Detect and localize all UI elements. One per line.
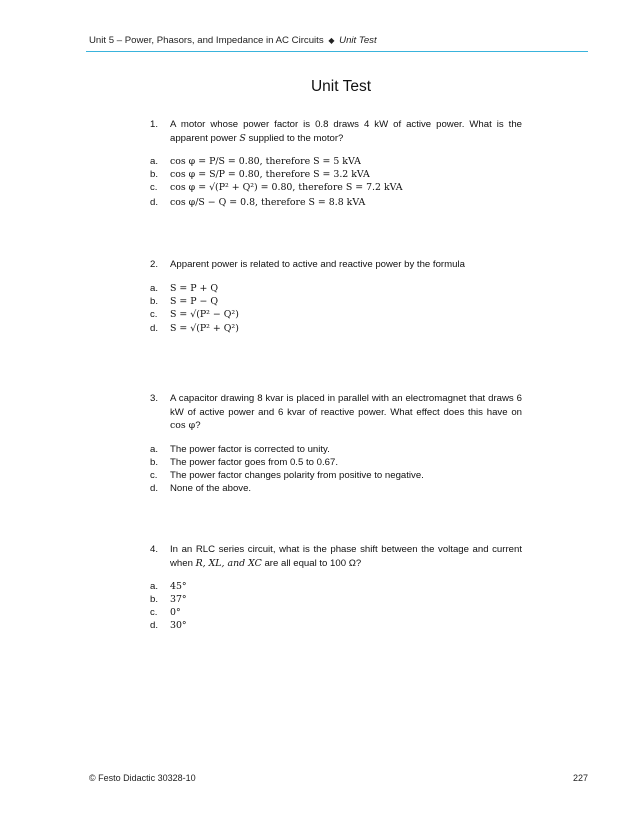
question-2 — [150, 258, 522, 335]
option-list — [150, 282, 522, 336]
option: b. The power factor goes from 0.5 to 0.67. — [150, 456, 338, 468]
option: b. cos φ = S/P = 0.80, therefore S = 3.2 kVA — [150, 169, 370, 180]
header-section: Unit Test — [339, 35, 377, 46]
question-number: 1. — [150, 119, 159, 130]
question-1 — [150, 118, 522, 209]
option: d. 30° — [150, 620, 187, 631]
question-number: 4. — [150, 544, 159, 555]
option-list — [150, 443, 522, 495]
question-stem: A motor whose power factor is 0.8 draws 4 kW of active power. What is the apparent power S supplied to the motor? — [170, 119, 522, 144]
question-stem: A capacitor drawing 8 kvar is placed in parallel with an electromagnet that draws 6 kW of active power and 6 kvar of reactive power. What effect does this have on cos φ? — [170, 393, 522, 431]
running-header — [89, 35, 589, 46]
question-stem: In an RLC series circuit, what is the phase shift between the voltage and current when R, XL, and XC are all equal to 100 Ω? — [170, 544, 522, 569]
question-3 — [150, 392, 522, 495]
page-number: 227 — [572, 773, 588, 783]
option: a. 45° — [150, 581, 187, 592]
question-number: 3. — [150, 393, 159, 404]
option: a. S = P + Q — [150, 282, 219, 294]
question-4 — [150, 543, 522, 632]
option: d. None of the above. — [150, 482, 252, 494]
option: b. 37° — [150, 594, 187, 605]
option: a. The power factor is corrected to unity. — [150, 443, 330, 455]
question-stem: Apparent power is related to active and reactive power by the formula — [170, 259, 465, 270]
header-diamond: ◆ — [328, 36, 335, 45]
option: c. cos φ = √(P² + Q²) = 0.80, therefore S = 7.2 kVA — [150, 182, 403, 193]
option: d. cos φ/S − Q = 0.8, therefore S = 8.8 kVA — [150, 196, 366, 208]
question-number: 2. — [150, 259, 159, 270]
footer-copyright: © Festo Didactic 30328-10 — [89, 773, 196, 783]
header-unit-title: Unit 5 – Power, Phasors, and Impedance in AC Circuits — [89, 35, 324, 46]
option-list — [150, 155, 522, 209]
page-title: Unit Test — [310, 78, 372, 95]
option: c. S = √(P² − Q²) — [150, 308, 239, 320]
option: b. S = P − Q — [150, 295, 219, 307]
option: c. 0° — [150, 607, 181, 618]
option-list — [150, 580, 522, 632]
option: d. S = √(P² + Q²) — [150, 323, 239, 334]
option: c. The power factor changes polarity from positive to negative. — [150, 469, 424, 481]
header-rule — [86, 51, 588, 52]
option: a. cos φ = P/S = 0.80, therefore S = 5 kVA — [150, 156, 361, 167]
